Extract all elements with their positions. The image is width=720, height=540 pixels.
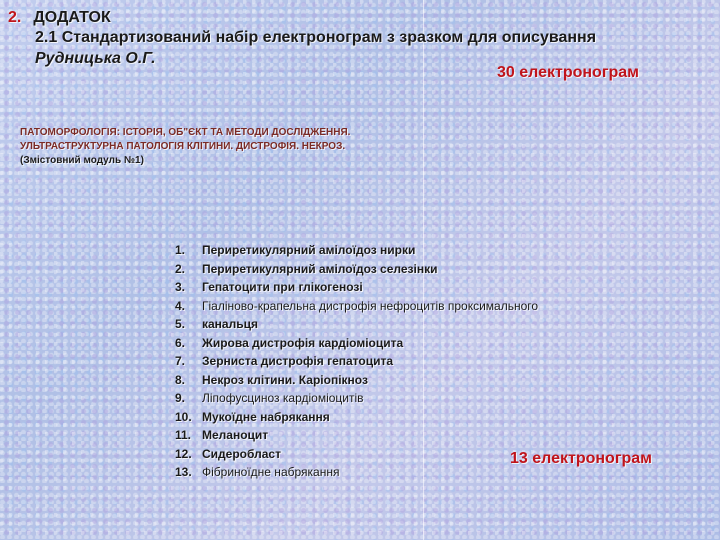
list-item: 10. Мукоїдне набрякання	[175, 409, 330, 424]
module-line-1: ПАТОМОРФОЛОГІЯ: ІСТОРІЯ, ОБ"ЄКТ ТА МЕТОДИ ДОСЛІДЖЕННЯ.	[20, 127, 351, 138]
appendix-number: 2.	[8, 9, 22, 26]
list-item: 9. Ліпофусциноз кардіоміоцитів	[175, 391, 364, 405]
electronogram-list	[175, 241, 538, 482]
list-item: 12. Сидеробласт	[175, 446, 281, 461]
count-label-bottom: 13 електронограм	[510, 450, 652, 467]
count-label-top: 30 електронограм	[497, 64, 639, 81]
list-item: 7. Зерниста дистрофія гепатоцита	[175, 354, 394, 368]
module-block	[20, 126, 350, 168]
author-name: Рудницька О.Г.	[35, 50, 156, 67]
appendix-title: ДОДАТОК	[33, 9, 111, 26]
list-item: 3. Гепатоцити при глікогенозі	[175, 280, 363, 294]
module-line-2: УЛЬТРАСТРУКТУРНА ПАТОЛОГІЯ КЛІТИНИ. ДИСТРОФІЯ. НЕКРОЗ.	[20, 141, 346, 152]
list-item: 2. Периретикулярний амілоїдоз селезінки	[175, 261, 438, 276]
list-item: 13. Фібриноїдне набрякання	[175, 465, 340, 479]
list-item: 8. Некроз клітини. Каріопікноз	[175, 372, 368, 387]
list-item: 11. Меланоцит	[175, 428, 269, 442]
list-item: 6. Жирова дистрофія кардіоміоцита	[175, 335, 404, 350]
list-item: 4. Гіаліново-крапельна дистрофія нефроцитів проксимального	[175, 298, 539, 313]
section-title: 2.1 Стандартизований набір електронограм з зразком для описування	[35, 29, 597, 46]
list-item: 1. Периретикулярний амілоїдоз нирки	[175, 243, 416, 257]
appendix-heading	[8, 8, 111, 28]
module-reference: (Змістовний модуль №1)	[20, 155, 144, 166]
list-item: 5. канальця	[175, 317, 258, 331]
